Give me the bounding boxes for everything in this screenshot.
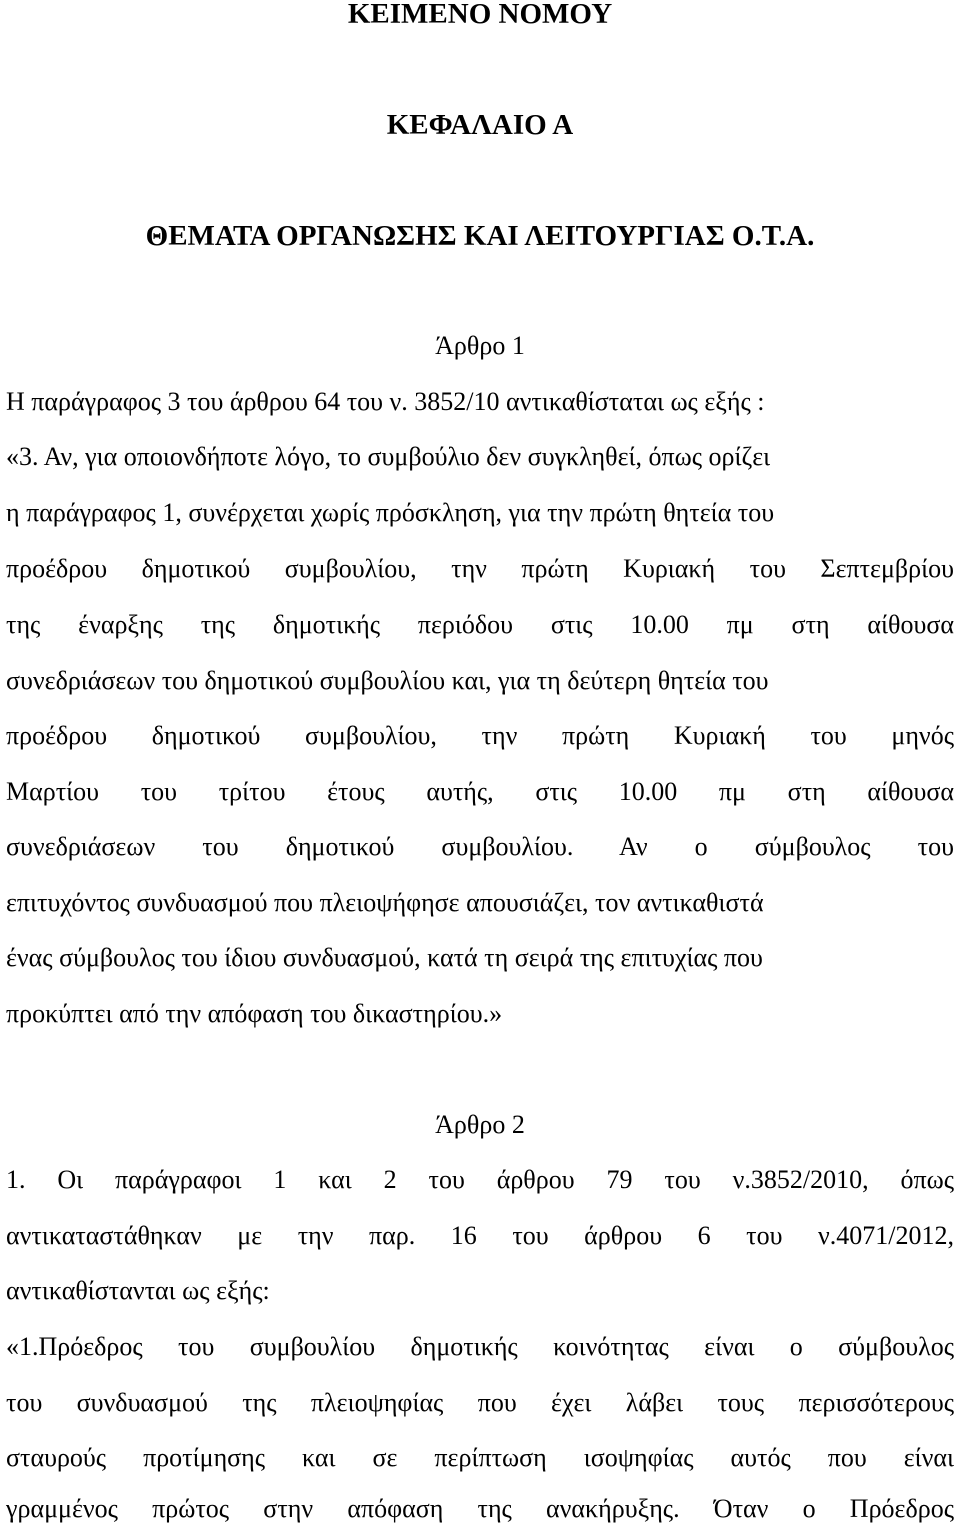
- article-2-title: Άρθρο 2: [435, 1110, 525, 1139]
- article-1-line: της έναρξης της δημοτικής περιόδου στις 10.00 πμ στη αίθουσα: [6, 610, 954, 639]
- article-1-title: Άρθρο 1: [435, 331, 525, 360]
- article-2-line: σταυρούς προτίμησης και σε περίπτωση ισοψηφίας αυτός που είναι: [6, 1443, 954, 1472]
- article-1-line: «3. Αν, για οποιονδήποτε λόγο, το συμβούλιο δεν συγκληθεί, όπως ορίζει: [6, 442, 771, 471]
- article-1-line: Η παράγραφος 3 του άρθρου 64 του ν. 3852/10 αντικαθίσταται ως εξής :: [6, 387, 765, 416]
- article-1-line: Μαρτίου του τρίτου έτους αυτής, στις 10.00 πμ στη αίθουσα: [6, 777, 954, 806]
- article-1-line: η παράγραφος 1, συνέρχεται χωρίς πρόσκληση, για την πρώτη θητεία του: [6, 498, 775, 527]
- article-2-line: γραμμένος πρώτος στην απόφαση της ανακήρυξης. Όταν ο Πρόεδρος: [6, 1494, 954, 1523]
- chapter-subtitle: ΘΕΜΑΤΑ ΟΡΓΑΝΩΣΗΣ ΚΑΙ ΛΕΙΤΟΥΡΓΙΑΣ Ο.Τ.Α.: [145, 220, 815, 252]
- article-1-line: ένας σύμβουλος του ίδιου συνδυασμού, κατά τη σειρά της επιτυχίας που: [6, 943, 763, 972]
- article-2-line: του συνδυασμού της πλειοψηφίας που έχει λάβει τους περισσότερους: [6, 1388, 954, 1417]
- article-1-line: επιτυχόντος συνδυασμού που πλειοψήφησε απουσιάζει, τον αντικαθιστά: [6, 888, 764, 917]
- article-1-line: προέδρου δημοτικού συμβουλίου, την πρώτη Κυριακή του Σεπτεμβρίου: [6, 554, 954, 583]
- chapter-heading: ΚΕΦΑΛΑΙΟ Α: [386, 109, 574, 141]
- article-2-line: αντικαταστάθηκαν με την παρ. 16 του άρθρου 6 του ν.4071/2012,: [6, 1221, 954, 1250]
- article-1-line: συνεδριάσεων του δημοτικού συμβουλίου. Αν ο σύμβουλος του: [6, 832, 954, 861]
- document-title: ΚΕΙΜΕΝΟ ΝΟΜΟΥ: [347, 0, 613, 30]
- article-2-line: 1. Οι παράγραφοι 1 και 2 του άρθρου 79 του ν.3852/2010, όπως: [6, 1165, 954, 1194]
- article-2-line: αντικαθίστανται ως εξής:: [6, 1276, 270, 1305]
- article-1-line: προέδρου δημοτικού συμβουλίου, την πρώτη Κυριακή του μηνός: [6, 721, 954, 750]
- article-1-line: προκύπτει από την απόφαση του δικαστηρίου.»: [6, 999, 503, 1028]
- article-1-line: συνεδριάσεων του δημοτικού συμβουλίου και, για τη δεύτερη θητεία του: [6, 666, 769, 695]
- article-2-line: «1.Πρόεδρος του συμβουλίου δημοτικής κοινότητας είναι ο σύμβουλος: [6, 1332, 954, 1361]
